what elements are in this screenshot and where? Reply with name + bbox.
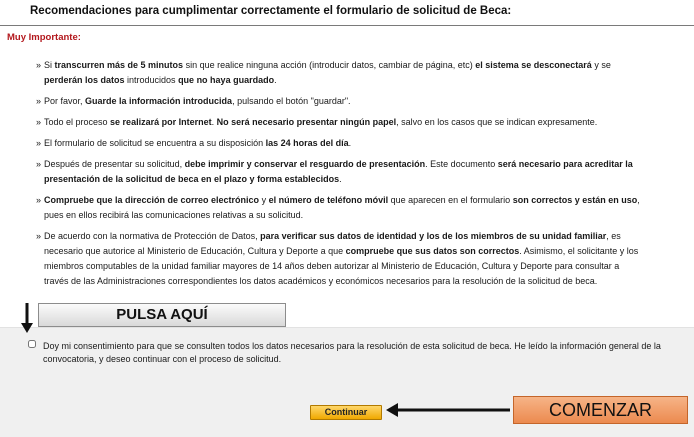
recommendation-text: . Asimismo, el solicitante y los miembros computables de la unidad familiar mayores de 14 años deben autorizar al Ministerio de Educación, Cultura y Deporte para consultar a través de las Administraciones correspondientes los datos académicos y económicos necesarios para la resolución de la solicitud de beca. <box>44 246 639 286</box>
emphasis-text: son correctos y están en uso <box>512 195 638 205</box>
recommendation-text: , pulsando el botón "guardar". <box>232 96 351 106</box>
recommendation-text: que aparecen en el formulario <box>388 195 513 205</box>
emphasis-text: el sistema se desconectará <box>475 60 592 70</box>
recommendation-text: . <box>211 117 217 127</box>
bullet-icon: » <box>36 60 42 70</box>
recommendation-text: Si <box>44 60 55 70</box>
emphasis-text: Guarde la información introducida <box>85 96 233 106</box>
bullet-icon: » <box>36 231 42 241</box>
recommendation-text: . Este documento <box>425 159 498 169</box>
recommendation-text: Todo el proceso <box>44 117 111 127</box>
consent-checkbox[interactable] <box>28 340 36 348</box>
emphasis-text: debe imprimir y conservar el resguardo de presentación <box>184 159 426 169</box>
emphasis-text: se realizará por Internet <box>110 117 212 127</box>
emphasis-text: será necesario para acreditar la presentación de la solicitud de beca en el plazo y forma establecidos <box>44 159 633 184</box>
important-label: Muy Importante: <box>7 32 81 43</box>
emphasis-text: las 24 horas del día <box>265 138 349 148</box>
bullet-icon: » <box>36 138 42 148</box>
arrow-down-icon <box>20 303 34 333</box>
recommendation-item <box>36 193 640 223</box>
emphasis-text: que no haya guardado <box>178 75 275 85</box>
recommendation-text: , pues en ellos recibirá las comunicaciones relativas a su solicitud. <box>44 195 640 220</box>
recommendation-text: . <box>339 174 342 184</box>
page-header <box>0 0 694 26</box>
recommendation-text: De acuerdo con la normativa de Protección de Datos, <box>44 231 261 241</box>
emphasis-text: el número de teléfono móvil <box>268 195 389 205</box>
bullet-icon: » <box>36 159 42 169</box>
recommendation-item <box>36 115 640 130</box>
consent-text: Doy mi consentimiento para que se consulten todos los datos necesarios para la resolución de esta solicitud de beca. He leído la información general de la convocatoria, y deseo continuar con el proceso de solicitud. <box>43 341 661 364</box>
pulsa-aqui-banner: PULSA AQUÍ <box>38 303 286 327</box>
recommendation-text: El formulario de solicitud se encuentra a su disposición <box>44 138 266 148</box>
emphasis-text: transcurren más de 5 minutos <box>54 60 184 70</box>
page-title: Recomendaciones para cumplimentar correctamente el formulario de solicitud de Beca: <box>30 5 512 17</box>
recommendation-text: introducidos <box>124 75 179 85</box>
comenzar-banner: COMENZAR <box>513 396 688 424</box>
recommendation-item <box>36 94 640 109</box>
recommendation-item <box>36 229 640 289</box>
emphasis-text: Compruebe que la dirección de correo electrónico <box>44 195 260 205</box>
arrow-left-icon <box>386 403 510 417</box>
recommendation-text: y <box>259 195 269 205</box>
continue-button[interactable]: Continuar <box>310 405 382 420</box>
recommendation-text: Por favor, <box>44 96 86 106</box>
recommendation-text: y se <box>591 60 611 70</box>
recommendation-text: sin que realice ninguna acción (introducir datos, cambiar de página, etc) <box>183 60 476 70</box>
bullet-icon: » <box>36 117 42 127</box>
emphasis-text: No será necesario presentar ningún papel <box>216 117 397 127</box>
recommendation-item <box>36 157 640 187</box>
recommendation-text: . <box>274 75 277 85</box>
recommendation-text: . <box>348 138 352 148</box>
recommendation-item <box>36 136 640 151</box>
emphasis-text: perderán los datos <box>44 75 125 85</box>
emphasis-text: compruebe que sus datos son correctos <box>345 246 520 256</box>
recommendation-text: Después de presentar su solicitud, <box>44 159 185 169</box>
recommendation-text: , salvo en los casos que se indican expresamente. <box>396 117 598 127</box>
recommendation-text: , es necesario que autorice al Ministerio de Educación, Cultura y Deporte a que <box>44 231 621 256</box>
recommendations-list <box>36 58 640 295</box>
recommendation-item <box>36 58 640 88</box>
bullet-icon: » <box>36 195 42 205</box>
bullet-icon: » <box>36 96 42 106</box>
emphasis-text: para verificar sus datos de identidad y los de los miembros de su unidad familiar <box>260 231 607 241</box>
